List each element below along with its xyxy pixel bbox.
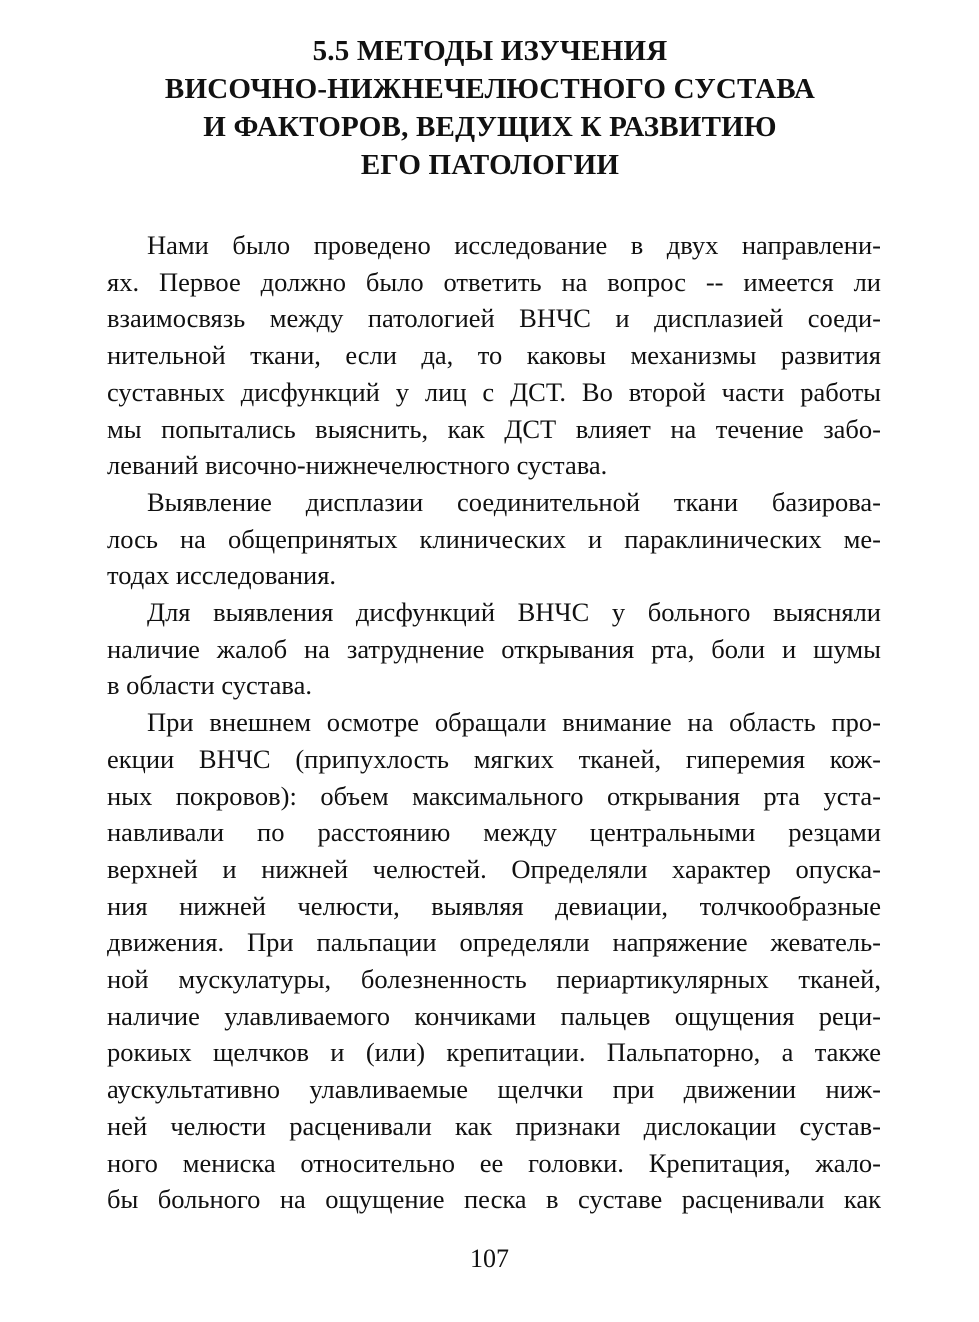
text-line: наличие жалоб на затруднение открывания рта, боли и шумы xyxy=(107,633,881,664)
heading-line: ВИСОЧНО-НИЖНЕЧЕЛЮСТНОГО СУСТАВА xyxy=(164,73,816,105)
text-line: леваний височно-нижнечелюстного сустава. xyxy=(107,450,608,481)
page-number: 107 xyxy=(470,1244,509,1273)
text-line: рокиых щелчков и (или) крепитации. Пальпаторно, а также xyxy=(107,1037,881,1068)
text-line: мы попытались выяснить, как ДСТ влияет на течение забо- xyxy=(107,413,881,444)
text-line: Нами было проведено исследование в двух направлени- xyxy=(147,230,881,260)
text-line: ях. Первое должно было ответить на вопрос -- имеется ли xyxy=(107,266,881,297)
text-line: нительной ткани, если да, то каковы механизмы развития xyxy=(107,340,881,371)
text-line: ней челюсти расценивали как признаки дислокации сустав- xyxy=(107,1110,881,1141)
text-line: ного мениска относительно ее головки. Крепитация, жало- xyxy=(107,1147,881,1178)
heading-line: 5.5 МЕТОДЫ ИЗУЧЕНИЯ xyxy=(312,35,668,67)
paragraph-3 xyxy=(107,594,881,704)
text-line: лось на общепринятых клинических и параклинических ме- xyxy=(107,523,881,554)
text-line: екции ВНЧС (припухлость мягких тканей, гиперемия кож- xyxy=(107,743,881,774)
text-line: наличие улавливаемого кончиками пальцев ощущения реци- xyxy=(107,1000,881,1031)
section-heading xyxy=(100,32,880,184)
text-line: ния нижней челюсти, выявляя девиации, толчкообразные xyxy=(107,890,881,921)
heading-line: И ФАКТОРОВ, ВЕДУЩИХ К РАЗВИТИЮ xyxy=(203,111,777,143)
text-line: Для выявления дисфункций ВНЧС у больного выясняли xyxy=(147,597,881,628)
text-line: суставных дисфункций у лиц с ДСТ. Во второй части работы xyxy=(107,376,881,407)
text-line: ных покровов): объем максимального открывания рта уста- xyxy=(107,780,881,811)
body-text xyxy=(107,227,881,1218)
text-line: верхней и нижней челюстей. Определяли характер опуска- xyxy=(107,853,881,884)
paragraph-1 xyxy=(107,227,881,484)
paragraph-2 xyxy=(107,484,881,594)
text-line: навливали по расстоянию между центральными резцами xyxy=(107,817,881,848)
text-line: взаимосвязь между патологией ВНЧС и дисплазией соеди- xyxy=(107,303,881,334)
paragraph-4 xyxy=(107,704,881,1218)
text-line: аускультативно улавливаемые щелчки при движении ниж- xyxy=(107,1074,881,1105)
text-line: в области сустава. xyxy=(107,670,312,701)
text-line: Выявление дисплазии соединительной ткани базирова- xyxy=(147,486,881,517)
text-line: бы больного на ощущение песка в суставе расценивали как xyxy=(107,1184,881,1215)
text-line: ной мускулатуры, болезненность периартикулярных тканей, xyxy=(107,964,881,995)
text-line: При внешнем осмотре обращали внимание на область про- xyxy=(147,707,881,738)
text-line: движения. При пальпации определяли напряжение жеватель- xyxy=(107,927,881,958)
text-line: тодах исследования. xyxy=(107,560,337,591)
heading-line: ЕГО ПАТОЛОГИИ xyxy=(360,149,620,181)
